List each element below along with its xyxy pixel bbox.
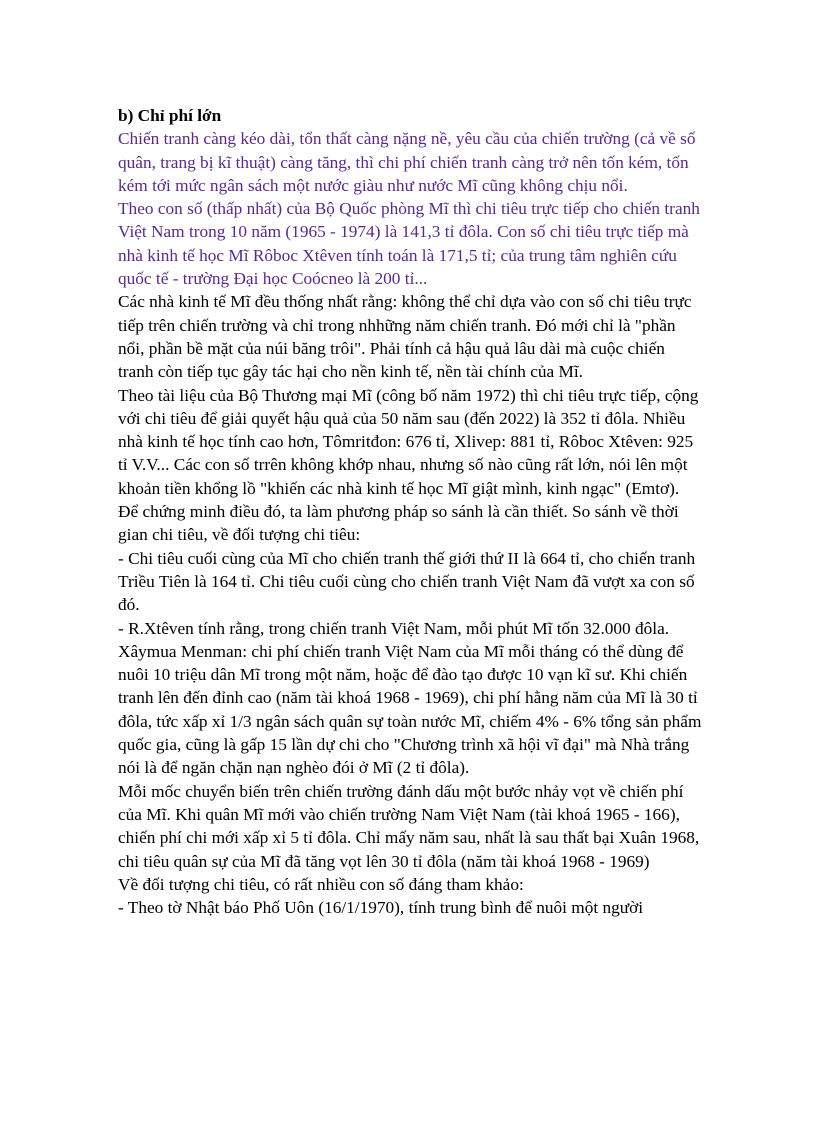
paragraph-war-cost-intro: Chiến tranh càng kéo dài, tổn thất càng nặng nề, yêu cầu của chiến trường (cả về số quân, trang bị kĩ thuật) càng tăng, thì chi phí chiến tranh càng trở nên tốn kém, tốn kém tới mức ngân sách một nước giàu như nước Mĩ cũng không chịu nổi.: [118, 129, 696, 195]
paragraph-defense-figures: Theo con số (thấp nhất) của Bộ Quốc phòng Mĩ thì chi tiêu trực tiếp cho chiến tranh Việt Nam trong 10 năm (1965 - 1974) là 141,3 tỉ đôla. Con số chi tiêu trực tiếp mà nhà kinh tế học Mĩ Rôboc Xtêven tính toán là 171,5 tỉ; của trung tâm nghiên cứu quốc tế - trường Đại học Coócneo là 200 tỉ...: [118, 199, 700, 289]
paragraph-commerce-figures: Theo tài liệu của Bộ Thương mại Mĩ (công bố năm 1972) thì chi tiêu trực tiếp, cộng với chi tiêu để giải quyết hậu quả của 50 năm sau (đến 2022) là 352 tỉ đôla. Nhiều nhà kinh tế học tính cao hơn, Tômritđon: 676 tỉ, Xlivep: 881 tỉ, Rôboc Xtêven: 925 tỉ V.V... Các con số trrên không khớp nhau, nhưng số nào cũng rất lớn, nói lên một khoản tiền khổng lồ "khiến các nhà kinh tế học Mĩ giật mình, kinh ngạc" (Emtơ).: [118, 385, 699, 498]
document-body: [118, 104, 703, 919]
section-heading: b) Chỉ phí lớn: [118, 106, 222, 125]
paragraph-per-minute-cost: - R.Xtêven tính rằng, trong chiến tranh Việt Nam, mỗi phút Mĩ tốn 32.000 đôla. Xâymua Menman: chi phí chiến tranh Việt Nam của Mĩ mỗi tháng có thể dùng để nuôi 10 triệu dân Mĩ trong một năm, hoặc để đào tạo được 10 vạn kĩ sư. Khi chiến tranh lên đến đỉnh cao (năm tài khoá 1968 - 1969), chi phí hằng năm của Mĩ là 30 tỉ đôla, tức xấp xỉ 1/3 ngân sách quân sự toàn nước Mĩ, chiếm 4% - 6% tổng sản phẩm quốc gia, cũng là gấp 15 lần dự chi cho "Chương trình xã hội vĩ đại" mà Nhà trắng nói là để ngăn chặn nạn nghèo đói ở Mĩ (2 tỉ đôla).: [118, 618, 702, 778]
paragraph-battlefield-milestones: Mỗi mốc chuyển biến trên chiến trường đánh dấu một bước nhảy vọt về chiến phí của Mĩ. Khi quân Mĩ mới vào chiến trường Nam Việt Nam (tài khoá 1965 - 166), chiến phí chi mới xấp xỉ 5 tỉ đôla. Chỉ mấy năm sau, nhất là sau thất bại Xuân 1968, chi tiêu quân sự của Mĩ đã tăng vọt lên 30 tỉ đôla (năm tài khoá 1968 - 1969): [118, 781, 700, 871]
paragraph-ww2-korea-comparison: - Chi tiêu cuối cùng của Mĩ cho chiến tranh thế giới thứ II là 664 tỉ, cho chiến tranh Triều Tiên là 164 tỉ. Chi tiêu cuối cùng cho chiến tranh Việt Nam đã vượt xa con số đó.: [118, 548, 696, 615]
paragraph-wall-street-journal: - Theo tờ Nhật báo Phố Uôn (16/1/1970), tính trung bình để nuôi một người: [118, 898, 644, 918]
paragraph-comparison-method: Để chứng minh điều đó, ta làm phương pháp so sánh là cần thiết. So sánh về thời gian chi tiêu, về đối tượng chi tiêu:: [118, 502, 679, 545]
paragraph-economists-view: Các nhà kinh tế Mĩ đều thống nhất rằng: không thể chỉ dựa vào con số chi tiêu trực tiếp trên chiến trường và chỉ trong nhhững năm chiến tranh. Đó mới chỉ là "phần nổi, phần bề mặt của núi băng trôi". Phải tính cả hậu quả lâu dài mà cuộc chiến tranh còn tiếp tục gây tác hại cho nền kinh tế, nền tài chính của Mĩ.: [118, 292, 692, 382]
paragraph-spending-targets: Về đối tượng chi tiêu, có rất nhiều con số đáng tham khảo:: [118, 874, 524, 894]
